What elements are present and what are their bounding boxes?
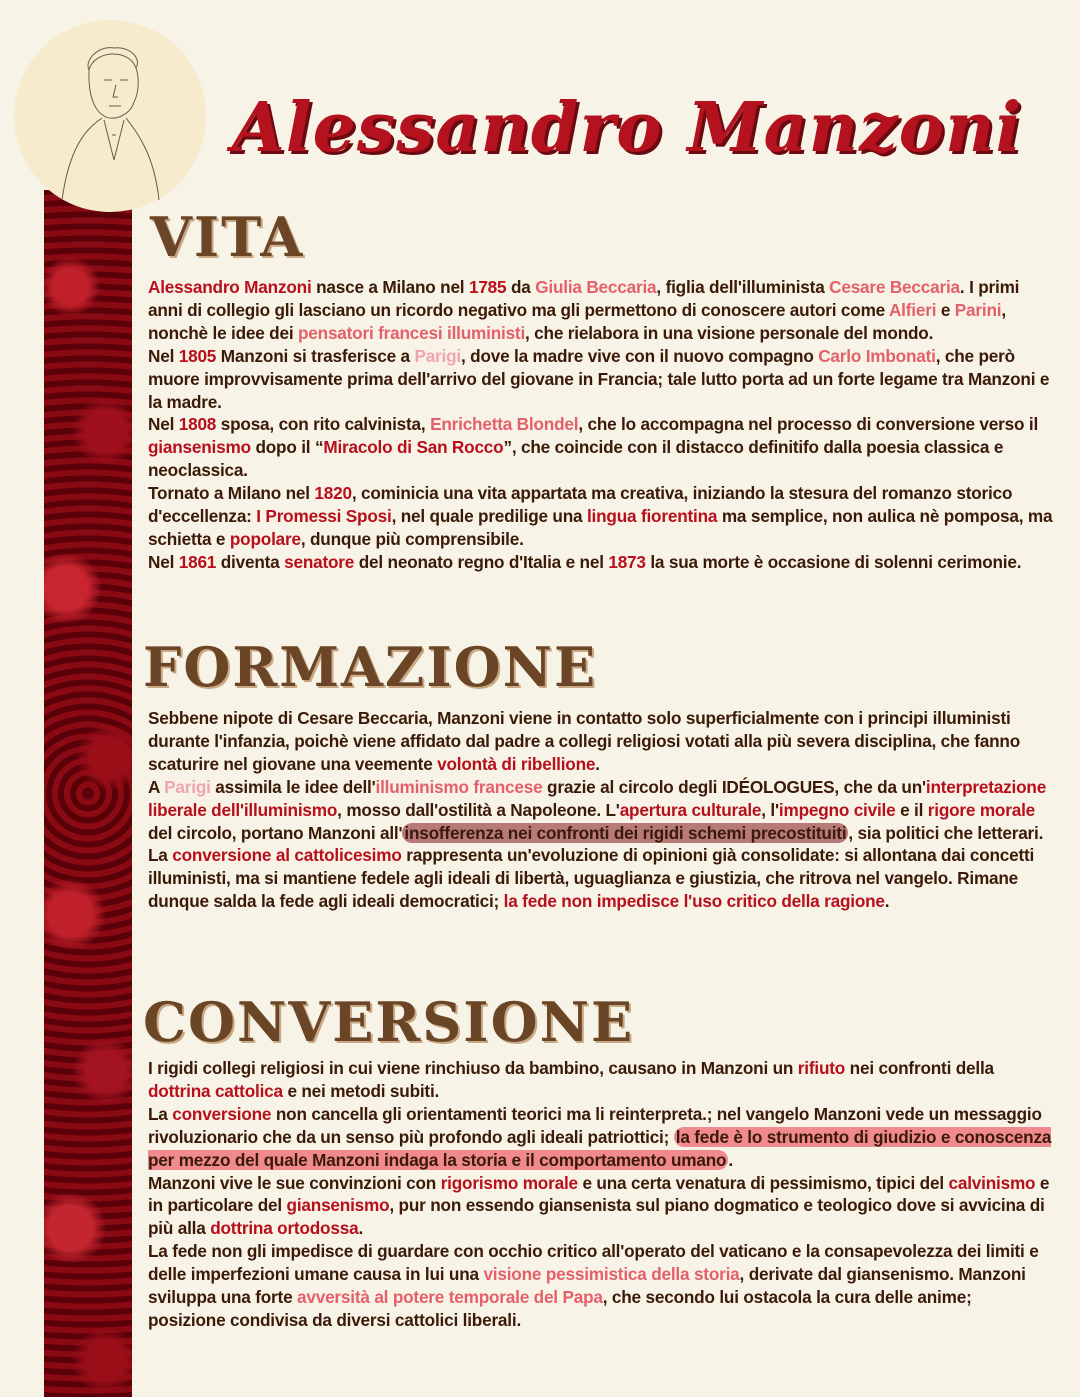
text-run: La fede non gli impedisce di guardare con occhio critico all'operato del vaticano e la consapevolezza dei limiti e delle imperfezioni umane causa in lui una xyxy=(148,1241,1039,1285)
emphasized-text: pensatori francesi illuministi xyxy=(297,322,526,343)
emphasized-text: conversione xyxy=(172,1103,272,1124)
text-run: diventa xyxy=(216,551,285,572)
text-run: , che però muore improvvisamente prima dell'arrivo del giovane in Francia; tale lutto porta ad un forte legame tra Manzoni e la madre. xyxy=(148,345,1050,412)
emphasized-text: 1808 xyxy=(178,414,217,435)
text-run: nei confronti della xyxy=(845,1058,994,1078)
text-run: ”, che coincide con il distacco definitifo dalla poesia classica e neoclassica. xyxy=(148,437,1004,481)
paragraph xyxy=(148,276,1053,345)
text-run: , dunque più comprensibile. xyxy=(300,528,524,549)
emphasized-text: dottrina cattolica xyxy=(148,1080,283,1101)
text-run: e nei metodi subiti. xyxy=(282,1080,440,1101)
text-run: , derivate dal giansenismo. Manzoni sviluppa una forte xyxy=(148,1264,1026,1308)
highlighted-text: la fede è lo strumento di giudizio e conoscenza per mezzo del quale Manzoni indaga la storia e il comportamento umano xyxy=(148,1126,1052,1170)
highlighted-text: insofferenza nei confronti dei rigidi schemi precostituiti xyxy=(404,822,847,843)
emphasized-text: Alfieri xyxy=(888,299,937,320)
text-run: rappresenta un'evoluzione di opinioni già consolidate: si allontana dai concetti illuministi, ma si mantiene fedele agli ideali di libertà, uguaglianza e giustizia, che ritrova nel vangelo. Rimane dunque salda la fede agli ideali democratici; xyxy=(148,845,1035,912)
text-run: e xyxy=(936,299,955,320)
text-run: , cominicia una vita appartata ma creativa, iniziando la stesura del romanzo storico d'eccellenza: xyxy=(148,483,1013,527)
text-run: Manzoni vive le sue convinzioni con xyxy=(148,1172,441,1193)
emphasized-text: la fede non impedisce l'uso critico della ragione xyxy=(503,891,885,912)
emphasized-text: rigorismo morale xyxy=(440,1172,578,1193)
emphasized-text: dottrina ortodossa xyxy=(210,1218,359,1239)
emphasized-text: Carlo Imbonati xyxy=(818,345,936,366)
emphasized-text: impegno civile xyxy=(778,799,896,820)
text-run: . xyxy=(595,753,600,774)
emphasized-text: Alessandro Manzoni xyxy=(148,277,312,297)
emphasized-text: 1861 xyxy=(178,551,217,572)
text-run: , nonchè le idee dei xyxy=(148,299,1006,343)
paragraph xyxy=(148,844,1053,913)
emphasized-text: conversione al cattolicesimo xyxy=(172,845,402,866)
text-run: Manzoni si trasferisce a xyxy=(216,345,415,366)
emphasized-text: interpretazione liberale dell'illuminismo xyxy=(148,776,1047,820)
text-run: Nel xyxy=(148,414,179,435)
emphasized-text: visione pessimistica della storia xyxy=(483,1264,740,1285)
text-run: I rigidi collegi religiosi in cui viene rinchiuso da bambino, causano in Manzoni un xyxy=(148,1058,798,1078)
text-run: la sua morte è occasione di solenni cerimonie. xyxy=(645,551,1022,572)
emphasized-text: giansenismo xyxy=(286,1195,390,1216)
emphasized-text: Giulia Beccaria xyxy=(535,277,657,297)
section-heading-conversione: CONVERSIONE xyxy=(143,990,635,1054)
text-run: , nel quale predilige una xyxy=(391,506,587,527)
emphasized-text: 1820 xyxy=(314,483,352,504)
text-run: Tornato a Milano nel xyxy=(148,483,315,504)
text-run: . xyxy=(728,1149,733,1170)
text-run: Nel xyxy=(148,551,179,572)
text-run: La xyxy=(148,1103,173,1124)
emphasized-text: rigore morale xyxy=(927,799,1035,820)
text-run: , dove la madre vive con il nuovo compagno xyxy=(461,345,819,366)
text-run: , sia politici che letterari. xyxy=(848,822,1044,843)
emphasized-text: calvinismo xyxy=(948,1172,1036,1193)
emphasized-text: senatore xyxy=(284,551,355,572)
emphasized-text: giansenismo xyxy=(148,437,251,458)
text-run: , che rielabora in una visione personale del mondo. xyxy=(525,322,934,343)
emphasized-text: volontà di ribellione xyxy=(437,753,596,774)
emphasized-text: popolare xyxy=(229,528,301,549)
emphasized-text: 1805 xyxy=(178,345,217,366)
text-run: Nel xyxy=(148,345,179,366)
text-run: . xyxy=(358,1218,364,1239)
text-run: grazie al circolo degli IDÉOLOGUES, che da un' xyxy=(542,776,926,797)
page-title: Alessandro Manzoni xyxy=(232,88,1023,168)
paragraph xyxy=(148,345,1053,414)
text-run: assimila le idee dell' xyxy=(210,776,376,797)
emphasized-text: 1873 xyxy=(608,551,646,572)
emphasized-text: Parigi xyxy=(164,776,211,797)
text-run: , pur non essendo giansenista sul piano dogmatico e teologico dove si avvicina di più alla xyxy=(148,1195,1045,1239)
text-run: , mosso dall'ostilità a Napoleone. L' xyxy=(337,799,620,820)
text-run: e il xyxy=(895,799,928,820)
portrait-image xyxy=(14,20,206,212)
emphasized-text: illuminismo francese xyxy=(375,776,543,797)
paragraph xyxy=(148,1240,1053,1332)
emphasized-text: Enrichetta Blondel xyxy=(430,414,579,435)
text-run: . xyxy=(884,891,890,912)
paragraph xyxy=(148,776,1053,845)
paragraph xyxy=(148,413,1053,482)
text-run: nasce a Milano nel xyxy=(311,277,469,297)
section-conversione-body xyxy=(148,1057,1053,1332)
paragraph xyxy=(148,707,1053,776)
emphasized-text: Miracolo di San Rocco xyxy=(323,437,504,458)
paragraph xyxy=(148,1103,1053,1172)
emphasized-text: apertura culturale xyxy=(619,799,762,820)
emphasized-text: Parini xyxy=(954,299,1002,320)
text-run: non cancella gli orientamenti teorici ma li reinterpreta.; nel vangelo Manzoni vede un messaggio rivoluzionario che da un senso più profondo agli ideali patriottici; xyxy=(148,1103,1042,1147)
emphasized-text: 1785 xyxy=(468,277,507,297)
text-run: del neonato regno d'Italia e nel xyxy=(354,551,609,572)
section-heading-formazione: FORMAZIONE xyxy=(143,635,598,699)
text-run: , che lo accompagna nel processo di conversione verso il xyxy=(578,414,1039,435)
text-run: del circolo, portano Manzoni all' xyxy=(148,822,403,843)
section-formazione-body xyxy=(148,707,1053,913)
emphasized-text: avversità al potere temporale del Papa xyxy=(297,1287,603,1308)
text-run: , l' xyxy=(761,799,779,820)
text-run: , figlia dell'illuminista xyxy=(656,277,830,297)
text-run: ma semplice, non aulica nè pomposa, ma schietta e xyxy=(148,506,1053,549)
emphasized-text: lingua fiorentina xyxy=(586,506,718,527)
section-heading-vita: VITA xyxy=(150,205,305,269)
emphasized-text: Parigi xyxy=(414,345,461,366)
emphasized-text: Cesare Beccaria xyxy=(829,277,960,297)
emphasized-text: I Promessi Sposi xyxy=(256,506,392,527)
text-run: e una certa venatura di pessimismo, tipici del xyxy=(577,1172,949,1193)
paragraph xyxy=(148,1172,1053,1241)
text-run: sposa, con rito calvinista, xyxy=(216,414,431,435)
text-run: Sebbene nipote di Cesare Beccaria, Manzoni viene in contatto solo superficialmente con i principi illuministi durante l'infanzia, poichè viene affidato dal padre a collegi religiosi votati alla più severa disciplina, che fanno scaturire nel giovane una veemente xyxy=(148,708,1021,774)
text-run: A xyxy=(148,776,165,797)
manzoni-sketch-icon xyxy=(54,40,164,200)
paragraph xyxy=(148,551,1053,574)
text-run: dopo il “ xyxy=(250,437,324,458)
section-vita-body xyxy=(148,276,1053,574)
text-run: e in particolare del xyxy=(148,1172,1050,1216)
text-run: , che secondo lui ostacola la cura delle anime; posizione condivisa da diversi cattolici liberali. xyxy=(148,1287,972,1330)
text-run: da xyxy=(506,277,536,297)
text-run: . I primi anni di collegio gli lasciano un ricordo negativo ma gli permettono di conoscere autori come xyxy=(148,277,1020,320)
emphasized-text: rifiuto xyxy=(797,1058,846,1078)
paragraph xyxy=(148,1057,1053,1103)
text-run: La xyxy=(148,845,173,866)
roses-decoration-strip xyxy=(44,190,132,1397)
paragraph xyxy=(148,482,1053,551)
